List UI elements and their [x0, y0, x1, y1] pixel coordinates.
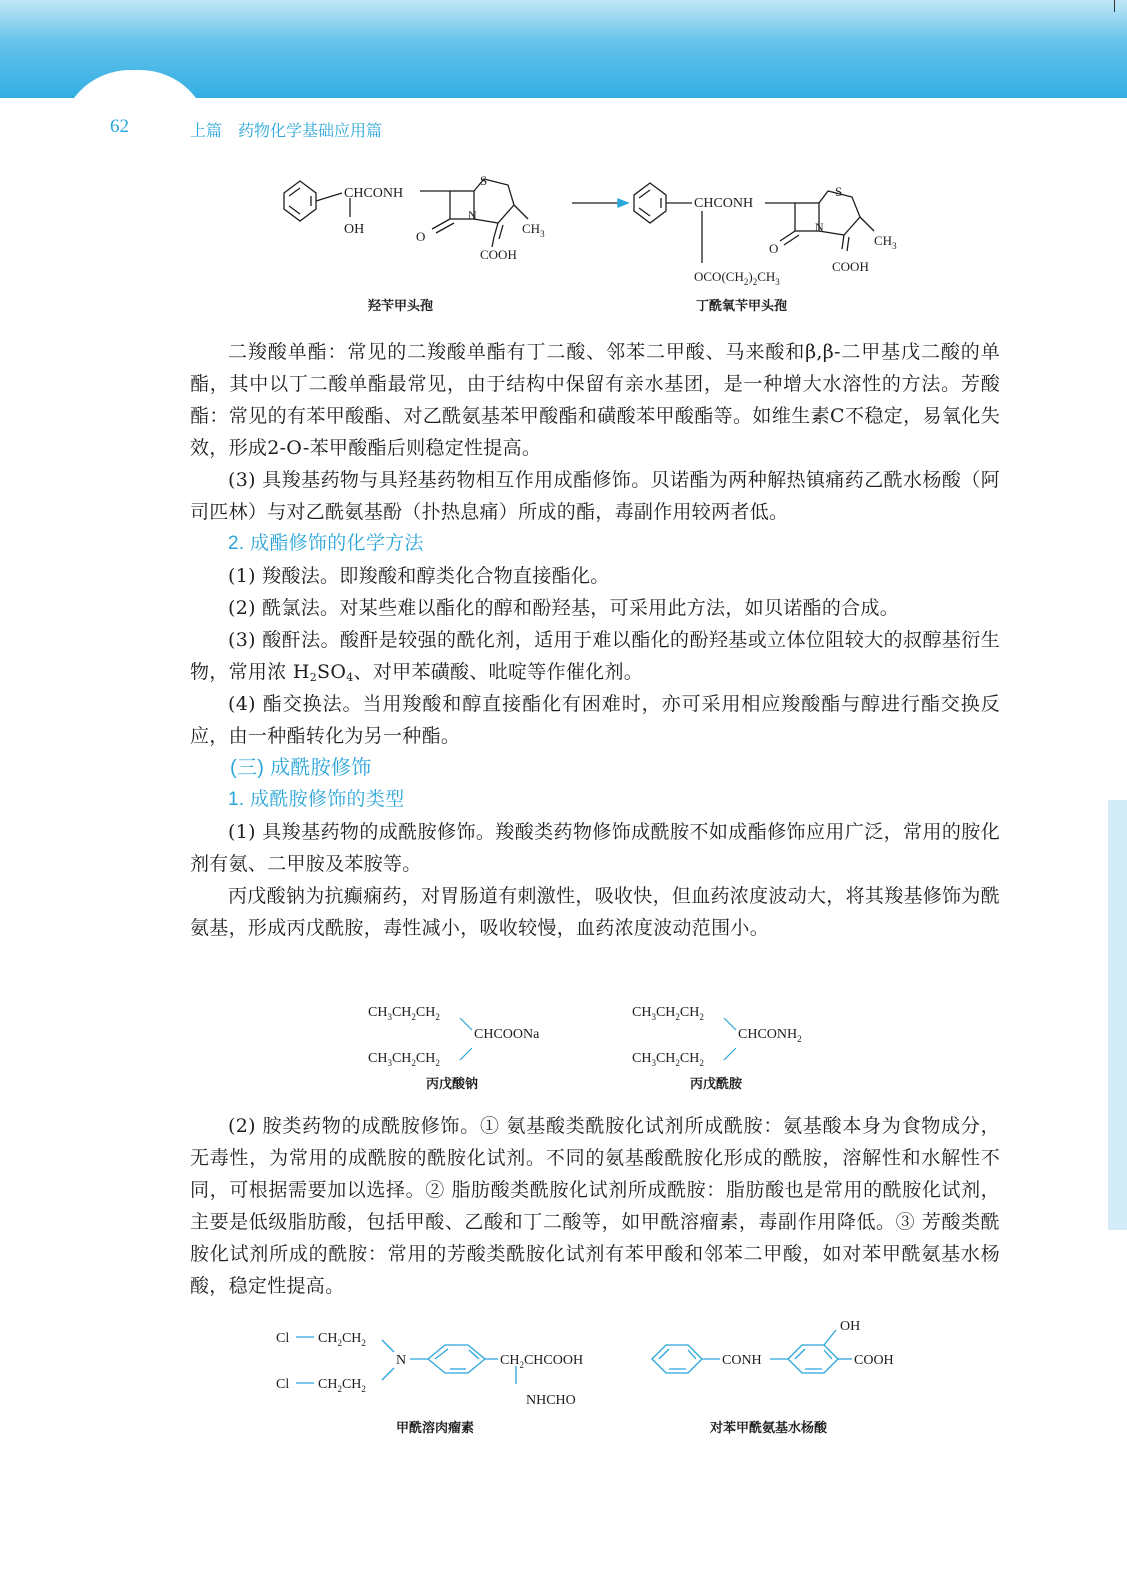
svg-text:CHCOONa: CHCOONa: [474, 1027, 540, 1042]
svg-text:OH: OH: [840, 1319, 861, 1334]
svg-text:CHCONH2: $CHCONH_2$: [738, 1027, 802, 1044]
svg-text:COOH: COOH: [832, 259, 869, 274]
paragraph-carboxyl-amide: (1) 具羧基药物的成酰胺修饰。羧酸类药物修饰成酰胺不如成酯修饰应用广泛，常用的胺化剂有氨、二甲胺及苯胺等。: [190, 821, 1000, 875]
paragraph-dicarboxylic-esters: 二羧酸单酯：常见的二羧酸单酯有丁二酸、邻苯二甲酸、马来酸和β,β-二甲基戊二酸的单酯，其中以丁二酸单酯最常见，由于结构中保留有亲水基团，是一种增大水溶性的方法。芳酸酯：常见的有苯甲酸酯、对乙酰氨基苯甲酸酯和磺酸苯甲酸酯等。如维生素C不稳定，易氧化失效，形成2-O-苯甲酸酯后则稳定性提高。: [190, 341, 1000, 459]
svg-text:CH3: $CH_3$: [522, 221, 545, 239]
figure-amide-drugs: [270, 1312, 930, 1440]
caption-butyryloxy-cephalosporin: 丁酰氧苄甲头孢: [696, 299, 788, 314]
svg-text:S: S: [480, 173, 488, 188]
svg-text:N: N: [815, 220, 824, 234]
caption-formyl-sarcolysin: 甲酰溶肉瘤素: [396, 1421, 475, 1436]
heading-amide-modification: (三) 成酰胺修饰: [230, 757, 372, 779]
svg-text:COOH: COOH: [854, 1353, 894, 1368]
svg-text:CH2CH2: $CH_2CH_2$: [318, 1377, 366, 1394]
paragraph-acyl-chloride-method: (2) 酰氯法。对某些难以酯化的醇和酚羟基，可采用此方法，如贝诺酯的合成。: [228, 597, 900, 619]
svg-text:NHCHO: NHCHO: [526, 1393, 576, 1408]
body-block-2: [190, 1110, 1000, 1302]
svg-text:CHCONH: CHCONH: [694, 196, 754, 211]
heading-esterification-methods: 2. 成酯修饰的化学方法: [228, 533, 424, 554]
svg-text:OH: OH: [344, 222, 365, 237]
svg-text:CH3CH2CH2: $CH_3CH_2CH_2$: [632, 1005, 704, 1022]
caption-hydroxy-cephalosporin: 羟苄甲头孢: [368, 299, 434, 314]
svg-text:N: N: [468, 208, 477, 222]
svg-text:CH3: $CH_3$: [874, 233, 897, 251]
svg-text:N: N: [396, 1353, 407, 1368]
svg-text:CONH: CONH: [722, 1353, 762, 1368]
crop-mark: [1114, 0, 1127, 12]
svg-text:CHCONH: CHCONH: [344, 186, 404, 201]
paragraph-anhydride-method: (3) 酸酐法。酸酐是较强的酰化剂，适用于难以酯化的酚羟基或立体位阻较大的叔醇基衍生物，常用浓 $H_2SO_4$、对甲苯磺酸、吡啶等作催化剂。: [190, 629, 1000, 684]
figure-valproate: [360, 1000, 830, 1098]
side-tab: [1108, 800, 1127, 1230]
caption-valpromide: 丙戊酰胺: [690, 1077, 743, 1092]
svg-text:CH2CHCOOH: $CH_2CHCOOH$: [500, 1353, 584, 1370]
paragraph-carboxylic-acid-method: (1) 羧酸法。即羧酸和醇类化合物直接酯化。: [228, 565, 610, 587]
svg-text:O: O: [416, 229, 426, 244]
svg-text:Cl: Cl: [276, 1331, 290, 1346]
svg-text:O: O: [769, 241, 779, 256]
svg-text:COOH: COOH: [480, 247, 517, 262]
svg-text:CH2CH2: $CH_2CH_2$: [318, 1331, 366, 1348]
paragraph-benorilate: (3) 具羧基药物与具羟基药物相互作用成酯修饰。贝诺酯为两种解热镇痛药乙酰水杨酸（阿司匹林）与对乙酰氨基酚（扑热息痛）所成的酯，毒副作用较两者低。: [190, 469, 1000, 523]
figure-cephalosporin-esters: [270, 165, 930, 320]
svg-text:CH3CH2CH2: $CH_3CH_2CH_2$: [632, 1051, 704, 1068]
caption-benzoyl-aminosalicylic-acid: 对苯甲酰氨基水杨酸: [710, 1421, 828, 1436]
caption-sodium-valproate: 丙戊酸钠: [426, 1077, 479, 1092]
svg-text:CH3CH2CH2: $CH_3CH_2CH_2$: [368, 1051, 440, 1068]
svg-text:CH3CH2CH2: $CH_3CH_2CH_2$: [368, 1005, 440, 1022]
page-number: 62: [110, 116, 129, 137]
paragraph-valproate: 丙戊酸钠为抗癫痫药，对胃肠道有刺激性，吸收快，但血药浓度波动大，将其羧基修饰为酰氨基，形成丙戊酰胺，毒性减小，吸收较慢，血药浓度波动范围小。: [190, 885, 1001, 939]
svg-text:Cl: Cl: [276, 1377, 290, 1392]
heading-amide-types: 1. 成酰胺修饰的类型: [228, 789, 405, 810]
paragraph-amine-amide: (2) 胺类药物的成酰胺修饰。① 氨基酸类酰胺化试剂所成酰胺：氨基酸本身为食物成分，无毒性，为常用的成酰胺的酰胺化试剂。不同的氨基酸酰胺化形成的酰胺，溶解性和水解性不同，可根据需要加以选择。② 脂肪酸类酰胺化试剂所成酰胺：脂肪酸也是常用的酰胺化试剂，主要是低级脂肪酸，包括甲酸、乙酸和丁二酸等，如甲酰溶瘤素，毒副作用降低。③ 芳酸类酰胺化试剂所成的酰胺：常用的芳酸类酰胺化试剂有苯甲酸和邻苯二甲酸，如对苯甲酰氨基水杨酸，稳定性提高。: [190, 1115, 1000, 1297]
svg-text:S: S: [835, 184, 843, 199]
body-block-1: [190, 336, 1000, 944]
svg-text:OCO(CH2)2CH3: $OCO(CH_2)_2CH_3$: [694, 269, 780, 287]
running-title: 上篇 药物化学基础应用篇: [190, 123, 383, 140]
paragraph-transesterification: (4) 酯交换法。当用羧酸和醇直接酯化有困难时，亦可采用相应羧酸酯与醇进行酯交换反应，由一种酯转化为另一种酯。: [190, 693, 1000, 747]
